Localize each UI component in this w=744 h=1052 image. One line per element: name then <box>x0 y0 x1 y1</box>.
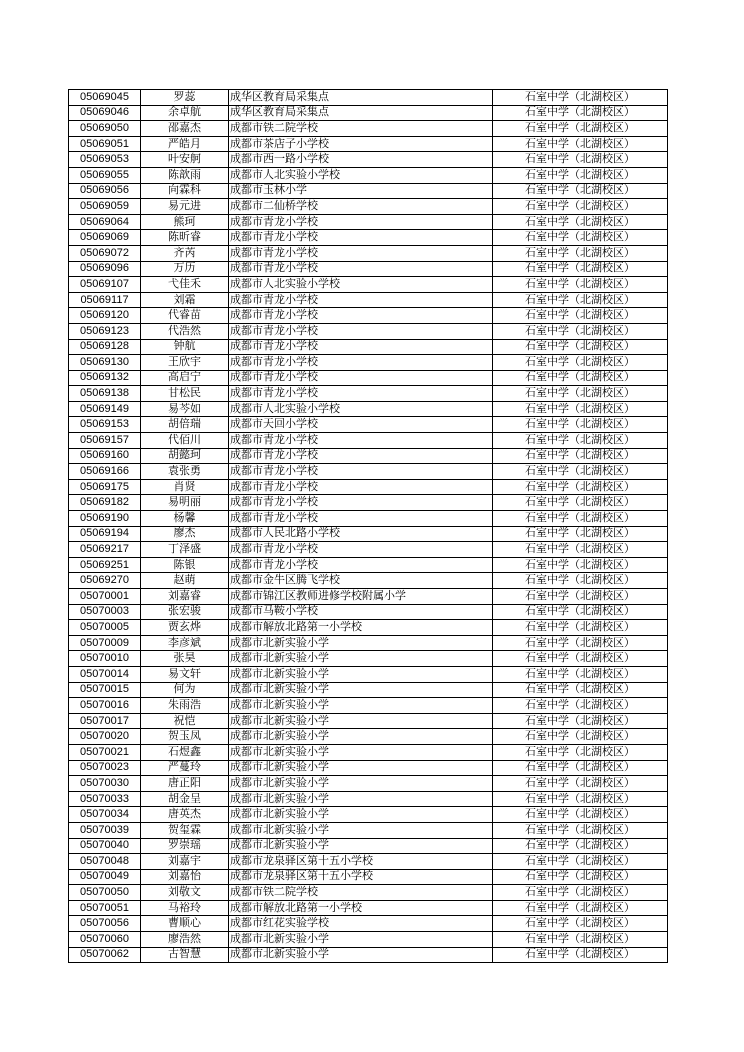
source-school-cell: 成都市北新实验小学 <box>229 838 493 854</box>
assigned-school-cell: 石室中学（北湖校区） <box>493 105 668 121</box>
assigned-school-cell: 石室中学（北湖校区） <box>493 916 668 932</box>
student-id-cell: 05070010 <box>69 651 141 667</box>
student-name-cell: 赵萌 <box>141 573 229 589</box>
table-row <box>69 542 668 558</box>
assigned-school-cell: 石室中学（北湖校区） <box>493 199 668 215</box>
student-name-cell: 陈昕睿 <box>141 230 229 246</box>
assigned-school-cell: 石室中学（北湖校区） <box>493 417 668 433</box>
student-id-cell: 05069175 <box>69 479 141 495</box>
student-id-cell: 05069217 <box>69 542 141 558</box>
source-school-cell: 成都市北新实验小学 <box>229 744 493 760</box>
student-id-cell: 05069149 <box>69 401 141 417</box>
table-row <box>69 822 668 838</box>
table-row <box>69 932 668 948</box>
student-name-cell: 严皓月 <box>141 136 229 152</box>
student-id-cell: 05070017 <box>69 713 141 729</box>
assigned-school-cell: 石室中学（北湖校区） <box>493 261 668 277</box>
source-school-cell: 成都市人北实验小学校 <box>229 167 493 183</box>
source-school-cell: 成都市青龙小学校 <box>229 448 493 464</box>
table-row <box>69 666 668 682</box>
assigned-school-cell: 石室中学（北湖校区） <box>493 651 668 667</box>
student-id-cell: 05070003 <box>69 604 141 620</box>
assigned-school-cell: 石室中学（北湖校区） <box>493 698 668 714</box>
student-name-cell: 严蔓玲 <box>141 760 229 776</box>
student-name-cell: 余卓航 <box>141 105 229 121</box>
table-row <box>69 401 668 417</box>
student-id-cell: 05069046 <box>69 105 141 121</box>
student-id-cell: 05069194 <box>69 526 141 542</box>
student-name-cell: 马裕玲 <box>141 900 229 916</box>
student-id-cell: 05069132 <box>69 370 141 386</box>
student-name-cell: 袁张勇 <box>141 464 229 480</box>
assigned-school-cell: 石室中学（北湖校区） <box>493 947 668 963</box>
student-id-cell: 05069064 <box>69 214 141 230</box>
student-assignment-table <box>68 89 668 963</box>
student-name-cell: 易文轩 <box>141 666 229 682</box>
assigned-school-cell: 石室中学（北湖校区） <box>493 589 668 605</box>
assigned-school-cell: 石室中学（北湖校区） <box>493 152 668 168</box>
student-name-cell: 胡倍瑞 <box>141 417 229 433</box>
assigned-school-cell: 石室中学（北湖校区） <box>493 121 668 137</box>
table-row <box>69 682 668 698</box>
student-id-cell: 05069128 <box>69 339 141 355</box>
assigned-school-cell: 石室中学（北湖校区） <box>493 526 668 542</box>
assigned-school-cell: 石室中学（北湖校区） <box>493 323 668 339</box>
source-school-cell: 成都市青龙小学校 <box>229 495 493 511</box>
assigned-school-cell: 石室中学（北湖校区） <box>493 854 668 870</box>
source-school-cell: 成都市铁二院学校 <box>229 885 493 901</box>
source-school-cell: 成都市二仙桥学校 <box>229 199 493 215</box>
student-id-cell: 05070049 <box>69 869 141 885</box>
source-school-cell: 成都市北新实验小学 <box>229 682 493 698</box>
student-id-cell: 05069123 <box>69 323 141 339</box>
student-name-cell: 李彦斌 <box>141 635 229 651</box>
student-name-cell: 叶安舸 <box>141 152 229 168</box>
assigned-school-cell: 石室中学（北湖校区） <box>493 885 668 901</box>
source-school-cell: 成都市青龙小学校 <box>229 511 493 527</box>
student-id-cell: 05069182 <box>69 495 141 511</box>
assigned-school-cell: 石室中学（北湖校区） <box>493 308 668 324</box>
student-name-cell: 曹顺心 <box>141 916 229 932</box>
source-school-cell: 成都市马鞍小学校 <box>229 604 493 620</box>
student-id-cell: 05069270 <box>69 573 141 589</box>
table-row <box>69 916 668 932</box>
student-name-cell: 刘霜 <box>141 292 229 308</box>
source-school-cell: 成华区教育局采集点 <box>229 90 493 106</box>
table-row <box>69 698 668 714</box>
source-school-cell: 成都市龙泉驿区第十五小学校 <box>229 869 493 885</box>
student-name-cell: 唐英杰 <box>141 807 229 823</box>
assigned-school-cell: 石室中学（北湖校区） <box>493 666 668 682</box>
table-row <box>69 651 668 667</box>
student-name-cell: 刘嘉怡 <box>141 869 229 885</box>
student-name-cell: 甘松民 <box>141 386 229 402</box>
assigned-school-cell: 石室中学（北湖校区） <box>493 760 668 776</box>
student-name-cell: 高启宁 <box>141 370 229 386</box>
table-row <box>69 885 668 901</box>
assigned-school-cell: 石室中学（北湖校区） <box>493 386 668 402</box>
student-name-cell: 胡懿珂 <box>141 448 229 464</box>
student-name-cell: 杨馨 <box>141 511 229 527</box>
student-name-cell: 易明丽 <box>141 495 229 511</box>
student-name-cell: 罗崇瑶 <box>141 838 229 854</box>
student-id-cell: 05070050 <box>69 885 141 901</box>
source-school-cell: 成都市北新实验小学 <box>229 947 493 963</box>
assigned-school-cell: 石室中学（北湖校区） <box>493 838 668 854</box>
source-school-cell: 成都市青龙小学校 <box>229 355 493 371</box>
table-row <box>69 339 668 355</box>
table-row <box>69 635 668 651</box>
table-row <box>69 448 668 464</box>
source-school-cell: 成都市解放北路第一小学校 <box>229 900 493 916</box>
student-name-cell: 贾玄烨 <box>141 620 229 636</box>
student-id-cell: 05069130 <box>69 355 141 371</box>
student-id-cell: 05070030 <box>69 776 141 792</box>
assigned-school-cell: 石室中学（北湖校区） <box>493 807 668 823</box>
student-name-cell: 熊珂 <box>141 214 229 230</box>
assigned-school-cell: 石室中学（北湖校区） <box>493 620 668 636</box>
table-row <box>69 573 668 589</box>
source-school-cell: 成都市北新实验小学 <box>229 760 493 776</box>
student-name-cell: 代佰川 <box>141 433 229 449</box>
assigned-school-cell: 石室中学（北湖校区） <box>493 214 668 230</box>
student-name-cell: 刘嘉宇 <box>141 854 229 870</box>
table-row <box>69 744 668 760</box>
student-id-cell: 05070020 <box>69 729 141 745</box>
student-name-cell: 邵嘉杰 <box>141 121 229 137</box>
source-school-cell: 成都市人北实验小学校 <box>229 401 493 417</box>
student-id-cell: 05070039 <box>69 822 141 838</box>
student-id-cell: 05070021 <box>69 744 141 760</box>
student-name-cell: 丁泽盛 <box>141 542 229 558</box>
assigned-school-cell: 石室中学（北湖校区） <box>493 869 668 885</box>
table-row <box>69 479 668 495</box>
table-row <box>69 214 668 230</box>
table-row <box>69 199 668 215</box>
source-school-cell: 成都市青龙小学校 <box>229 542 493 558</box>
source-school-cell: 成都市茶店子小学校 <box>229 136 493 152</box>
student-id-cell: 05069045 <box>69 90 141 106</box>
student-name-cell: 陈银 <box>141 557 229 573</box>
source-school-cell: 成都市青龙小学校 <box>229 433 493 449</box>
table-row <box>69 776 668 792</box>
assigned-school-cell: 石室中学（北湖校区） <box>493 448 668 464</box>
source-school-cell: 成都市玉林小学 <box>229 183 493 199</box>
student-name-cell: 弋佳禾 <box>141 277 229 293</box>
table-row <box>69 495 668 511</box>
student-id-cell: 05069055 <box>69 167 141 183</box>
table-row <box>69 464 668 480</box>
student-name-cell: 钟航 <box>141 339 229 355</box>
table-row <box>69 277 668 293</box>
source-school-cell: 成都市解放北路第一小学校 <box>229 620 493 636</box>
student-name-cell: 贺玉凤 <box>141 729 229 745</box>
student-name-cell: 祝恺 <box>141 713 229 729</box>
table-row <box>69 105 668 121</box>
table-row <box>69 791 668 807</box>
assigned-school-cell: 石室中学（北湖校区） <box>493 90 668 106</box>
assigned-school-cell: 石室中学（北湖校区） <box>493 932 668 948</box>
assigned-school-cell: 石室中学（北湖校区） <box>493 791 668 807</box>
table-row <box>69 433 668 449</box>
student-id-cell: 05070040 <box>69 838 141 854</box>
assigned-school-cell: 石室中学（北湖校区） <box>493 433 668 449</box>
assigned-school-cell: 石室中学（北湖校区） <box>493 682 668 698</box>
student-id-cell: 05069056 <box>69 183 141 199</box>
assigned-school-cell: 石室中学（北湖校区） <box>493 370 668 386</box>
table-row <box>69 152 668 168</box>
table-row <box>69 589 668 605</box>
table-row <box>69 386 668 402</box>
table-row <box>69 245 668 261</box>
student-id-cell: 05069107 <box>69 277 141 293</box>
student-id-cell: 05070033 <box>69 791 141 807</box>
student-name-cell: 贺玺霖 <box>141 822 229 838</box>
table-row <box>69 355 668 371</box>
assigned-school-cell: 石室中学（北湖校区） <box>493 744 668 760</box>
assigned-school-cell: 石室中学（北湖校区） <box>493 136 668 152</box>
source-school-cell: 成都市金牛区腾飞学校 <box>229 573 493 589</box>
assigned-school-cell: 石室中学（北湖校区） <box>493 277 668 293</box>
assigned-school-cell: 石室中学（北湖校区） <box>493 401 668 417</box>
source-school-cell: 成都市青龙小学校 <box>229 261 493 277</box>
source-school-cell: 成都市青龙小学校 <box>229 245 493 261</box>
table-body <box>69 90 668 963</box>
source-school-cell: 成都市人民北路小学校 <box>229 526 493 542</box>
source-school-cell: 成都市北新实验小学 <box>229 776 493 792</box>
table-row <box>69 323 668 339</box>
table-row <box>69 183 668 199</box>
table-row <box>69 729 668 745</box>
source-school-cell: 成都市西一路小学校 <box>229 152 493 168</box>
table-row <box>69 136 668 152</box>
assigned-school-cell: 石室中学（北湖校区） <box>493 604 668 620</box>
table-row <box>69 526 668 542</box>
table-row <box>69 760 668 776</box>
table-row <box>69 854 668 870</box>
student-name-cell: 易元进 <box>141 199 229 215</box>
source-school-cell: 成都市人北实验小学校 <box>229 277 493 293</box>
source-school-cell: 成都市青龙小学校 <box>229 292 493 308</box>
student-name-cell: 刘嘉睿 <box>141 589 229 605</box>
student-name-cell: 胡金呈 <box>141 791 229 807</box>
student-id-cell: 05070005 <box>69 620 141 636</box>
student-id-cell: 05069166 <box>69 464 141 480</box>
source-school-cell: 成都市青龙小学校 <box>229 323 493 339</box>
table-row <box>69 308 668 324</box>
student-id-cell: 05070056 <box>69 916 141 932</box>
assigned-school-cell: 石室中学（北湖校区） <box>493 479 668 495</box>
source-school-cell: 成都市龙泉驿区第十五小学校 <box>229 854 493 870</box>
assigned-school-cell: 石室中学（北湖校区） <box>493 339 668 355</box>
assigned-school-cell: 石室中学（北湖校区） <box>493 573 668 589</box>
source-school-cell: 成都市青龙小学校 <box>229 386 493 402</box>
student-id-cell: 05069072 <box>69 245 141 261</box>
student-id-cell: 05070034 <box>69 807 141 823</box>
source-school-cell: 成都市锦江区教师进修学校附属小学 <box>229 589 493 605</box>
student-name-cell: 张宏骏 <box>141 604 229 620</box>
table-row <box>69 807 668 823</box>
table-row <box>69 620 668 636</box>
student-id-cell: 05070060 <box>69 932 141 948</box>
assigned-school-cell: 石室中学（北湖校区） <box>493 292 668 308</box>
student-id-cell: 05069157 <box>69 433 141 449</box>
student-id-cell: 05069053 <box>69 152 141 168</box>
assigned-school-cell: 石室中学（北湖校区） <box>493 713 668 729</box>
source-school-cell: 成都市青龙小学校 <box>229 464 493 480</box>
table-row <box>69 511 668 527</box>
student-name-cell: 易芩如 <box>141 401 229 417</box>
table-row <box>69 417 668 433</box>
source-school-cell: 成都市青龙小学校 <box>229 339 493 355</box>
student-name-cell: 肖贤 <box>141 479 229 495</box>
student-id-cell: 05070001 <box>69 589 141 605</box>
assigned-school-cell: 石室中学（北湖校区） <box>493 557 668 573</box>
source-school-cell: 成都市北新实验小学 <box>229 635 493 651</box>
assigned-school-cell: 石室中学（北湖校区） <box>493 900 668 916</box>
student-id-cell: 05069051 <box>69 136 141 152</box>
student-name-cell: 廖浩然 <box>141 932 229 948</box>
source-school-cell: 成都市北新实验小学 <box>229 932 493 948</box>
source-school-cell: 成都市北新实验小学 <box>229 713 493 729</box>
assigned-school-cell: 石室中学（北湖校区） <box>493 776 668 792</box>
student-id-cell: 05070051 <box>69 900 141 916</box>
student-id-cell: 05069120 <box>69 308 141 324</box>
student-name-cell: 刘敬文 <box>141 885 229 901</box>
table-row <box>69 90 668 106</box>
student-id-cell: 05070009 <box>69 635 141 651</box>
table-row <box>69 838 668 854</box>
student-id-cell: 05070048 <box>69 854 141 870</box>
assigned-school-cell: 石室中学（北湖校区） <box>493 822 668 838</box>
assigned-school-cell: 石室中学（北湖校区） <box>493 511 668 527</box>
student-name-cell: 古智慧 <box>141 947 229 963</box>
student-name-cell: 罗蕊 <box>141 90 229 106</box>
student-name-cell: 代浩然 <box>141 323 229 339</box>
source-school-cell: 成都市天回小学校 <box>229 417 493 433</box>
student-id-cell: 05069050 <box>69 121 141 137</box>
student-name-cell: 唐正阳 <box>141 776 229 792</box>
table-row <box>69 900 668 916</box>
student-id-cell: 05070014 <box>69 666 141 682</box>
assigned-school-cell: 石室中学（北湖校区） <box>493 355 668 371</box>
student-id-cell: 05069069 <box>69 230 141 246</box>
student-id-cell: 05070062 <box>69 947 141 963</box>
table-row <box>69 370 668 386</box>
student-id-cell: 05070023 <box>69 760 141 776</box>
student-id-cell: 05070015 <box>69 682 141 698</box>
student-name-cell: 万历 <box>141 261 229 277</box>
table-row <box>69 292 668 308</box>
student-id-cell: 05069096 <box>69 261 141 277</box>
table-row <box>69 167 668 183</box>
student-name-cell: 陈歆雨 <box>141 167 229 183</box>
source-school-cell: 成都市北新实验小学 <box>229 651 493 667</box>
table-row <box>69 947 668 963</box>
student-id-cell: 05069138 <box>69 386 141 402</box>
table-row <box>69 261 668 277</box>
table-row <box>69 869 668 885</box>
student-id-cell: 05069153 <box>69 417 141 433</box>
student-name-cell: 石煜鑫 <box>141 744 229 760</box>
assigned-school-cell: 石室中学（北湖校区） <box>493 542 668 558</box>
assigned-school-cell: 石室中学（北湖校区） <box>493 635 668 651</box>
student-name-cell: 何为 <box>141 682 229 698</box>
assigned-school-cell: 石室中学（北湖校区） <box>493 495 668 511</box>
source-school-cell: 成都市青龙小学校 <box>229 230 493 246</box>
source-school-cell: 成都市北新实验小学 <box>229 698 493 714</box>
source-school-cell: 成都市青龙小学校 <box>229 479 493 495</box>
student-id-cell: 05069251 <box>69 557 141 573</box>
table-row <box>69 230 668 246</box>
assigned-school-cell: 石室中学（北湖校区） <box>493 464 668 480</box>
assigned-school-cell: 石室中学（北湖校区） <box>493 729 668 745</box>
source-school-cell: 成华区教育局采集点 <box>229 105 493 121</box>
student-name-cell: 廖杰 <box>141 526 229 542</box>
table-row <box>69 121 668 137</box>
source-school-cell: 成都市北新实验小学 <box>229 807 493 823</box>
source-school-cell: 成都市青龙小学校 <box>229 370 493 386</box>
assigned-school-cell: 石室中学（北湖校区） <box>493 167 668 183</box>
source-school-cell: 成都市青龙小学校 <box>229 214 493 230</box>
source-school-cell: 成都市北新实验小学 <box>229 666 493 682</box>
student-id-cell: 05069117 <box>69 292 141 308</box>
source-school-cell: 成都市北新实验小学 <box>229 822 493 838</box>
source-school-cell: 成都市青龙小学校 <box>229 557 493 573</box>
source-school-cell: 成都市北新实验小学 <box>229 791 493 807</box>
student-name-cell: 代睿苗 <box>141 308 229 324</box>
student-name-cell: 朱雨浩 <box>141 698 229 714</box>
assigned-school-cell: 石室中学（北湖校区） <box>493 230 668 246</box>
student-id-cell: 05069160 <box>69 448 141 464</box>
table-row <box>69 557 668 573</box>
assigned-school-cell: 石室中学（北湖校区） <box>493 183 668 199</box>
student-id-cell: 05069059 <box>69 199 141 215</box>
student-name-cell: 王欣宇 <box>141 355 229 371</box>
student-id-cell: 05070016 <box>69 698 141 714</box>
table-row <box>69 713 668 729</box>
source-school-cell: 成都市铁二院学校 <box>229 121 493 137</box>
assigned-school-cell: 石室中学（北湖校区） <box>493 245 668 261</box>
table-row <box>69 604 668 620</box>
student-id-cell: 05069190 <box>69 511 141 527</box>
source-school-cell: 成都市北新实验小学 <box>229 729 493 745</box>
source-school-cell: 成都市青龙小学校 <box>229 308 493 324</box>
source-school-cell: 成都市红花实验学校 <box>229 916 493 932</box>
student-name-cell: 张昊 <box>141 651 229 667</box>
student-name-cell: 向霖科 <box>141 183 229 199</box>
student-name-cell: 齐芮 <box>141 245 229 261</box>
